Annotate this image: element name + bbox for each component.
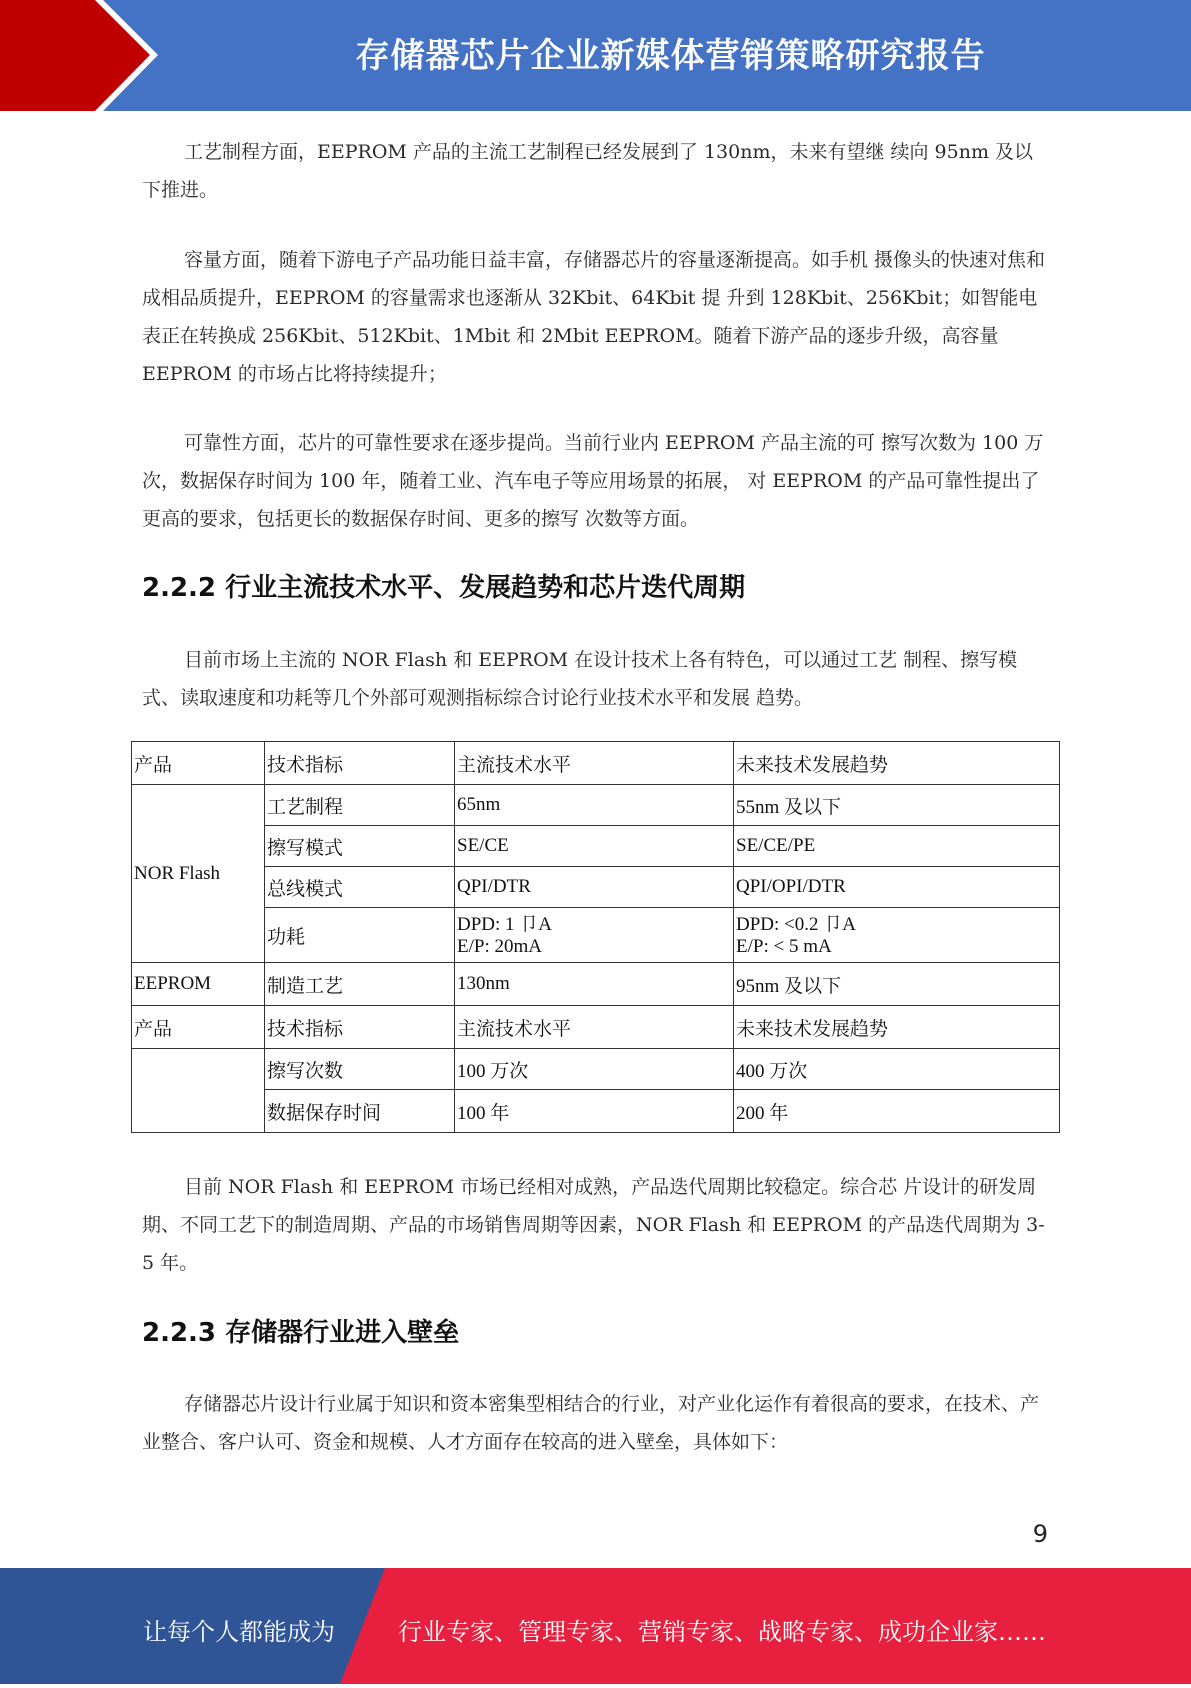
table-cell: 功耗 bbox=[265, 908, 455, 963]
power-line: E/P: < 5 mA bbox=[736, 936, 832, 957]
table-header-cell: 主流技术水平 bbox=[455, 742, 734, 785]
paragraph-capacity: 容量方面，随着下游电子产品功能日益丰富，存储器芯片的容量逐渐提高。如手机 摄像头的快速对焦和成相品质提升，EEPROM 的容量需求也逐渐从 32Kbit、64Kbit 提 升到 128Kbit、256Kbit；如智能电表正在转换成 256Kbit、512Kbit、1Mbit 和 2Mbit EEPROM。随着下游产品的逐步升级，高容量 EEPROM 的市场占比将持续提升； bbox=[142, 249, 1046, 385]
table-cell: 擦写模式 bbox=[265, 826, 455, 867]
table-cell: 100 年 bbox=[455, 1090, 734, 1133]
table-row-power bbox=[132, 908, 1060, 963]
table-cell-power-future bbox=[734, 908, 1060, 963]
table-row bbox=[132, 1090, 1060, 1133]
footer-slogan-right: 行业专家、管理专家、营销专家、战略专家、成功企业家…… bbox=[398, 1618, 1046, 1646]
paragraph-entry-barriers: 存储器芯片设计行业属于知识和资本密集型相结合的行业，对产业化运作有着很高的要求，在技术、产业整合、客户认可、资金和规模、人才方面存在较高的进入壁垒，具体如下： bbox=[142, 1393, 1040, 1453]
table-header-cell: 技术指标 bbox=[265, 742, 455, 785]
power-line: DPD: 1 卩A bbox=[457, 914, 553, 935]
table-cell: 55nm 及以下 bbox=[734, 785, 1060, 826]
table-cell: 130nm bbox=[455, 963, 734, 1006]
table-row bbox=[132, 826, 1060, 867]
table-header-cell: 未来技术发展趋势 bbox=[734, 742, 1060, 785]
table-row bbox=[132, 1049, 1060, 1090]
product-cell-nor-flash: NOR Flash bbox=[132, 785, 265, 963]
table-header-row bbox=[132, 742, 1060, 785]
table-cell: 制造工艺 bbox=[265, 963, 455, 1006]
table-row bbox=[132, 867, 1060, 908]
paragraph-process: 工艺制程方面，EEPROM 产品的主流工艺制程已经发展到了 130nm，未来有望继 续向 95nm 及以下推进。 bbox=[142, 141, 1034, 201]
section-heading-222: 2.2.2 行业主流技术水平、发展趋势和芯片迭代周期 bbox=[142, 573, 746, 603]
table-header-cell: 产品 bbox=[132, 742, 265, 785]
footer-slogan-left: 让每个人都能成为 bbox=[143, 1618, 335, 1646]
table-cell: 65nm bbox=[455, 785, 734, 826]
table-cell-empty bbox=[132, 1049, 265, 1133]
power-line: E/P: 20mA bbox=[457, 936, 542, 957]
table-cell: 95nm 及以下 bbox=[734, 963, 1060, 1006]
table-cell: 工艺制程 bbox=[265, 785, 455, 826]
page-number: 9 bbox=[1032, 1520, 1048, 1548]
page-header bbox=[0, 0, 1191, 111]
table-cell: 产品 bbox=[132, 1006, 265, 1049]
table-cell: 擦写次数 bbox=[265, 1049, 455, 1090]
table-cell: 主流技术水平 bbox=[455, 1006, 734, 1049]
table-cell: QPI/DTR bbox=[455, 867, 734, 908]
paragraph-reliability: 可靠性方面，芯片的可靠性要求在逐步提尚。当前行业内 EEPROM 产品主流的可 擦写次数为 100 万次，数据保存时间为 100 年，随着工业、汽车电子等应用场景的拓展， 对 EEPROM 的产品可靠性提出了更高的要求，包括更长的数据保存时间、更多的擦写 次数等方面。 bbox=[142, 432, 1044, 530]
table-row bbox=[132, 963, 1060, 1006]
table-cell: 200 年 bbox=[734, 1090, 1060, 1133]
power-line: DPD: <0.2 卩A bbox=[736, 914, 856, 935]
table-cell: 数据保存时间 bbox=[265, 1090, 455, 1133]
product-cell-eeprom: EEPROM bbox=[132, 963, 265, 1006]
paragraph-tech-intro: 目前市场上主流的 NOR Flash 和 EEPROM 在设计技术上各有特色，可以通过工艺 制程、擦写模式、读取速度和功耗等几个外部可观测指标综合讨论行业技术水平和发展 趋势。 bbox=[142, 649, 1018, 709]
table-cell: 400 万次 bbox=[734, 1049, 1060, 1090]
table-cell: QPI/OPI/DTR bbox=[734, 867, 1060, 908]
section-heading-223: 2.2.3 存储器行业进入壁垒 bbox=[142, 1318, 460, 1348]
table-cell: 未来技术发展趋势 bbox=[734, 1006, 1060, 1049]
table-row bbox=[132, 785, 1060, 826]
table-cell: SE/CE bbox=[455, 826, 734, 867]
tech-level-table bbox=[131, 741, 1060, 1133]
table-cell: 技术指标 bbox=[265, 1006, 455, 1049]
paragraph-iteration-cycle: 目前 NOR Flash 和 EEPROM 市场已经相对成熟，产品迭代周期比较稳定。综合芯 片设计的研发周期、不同工艺下的制造周期、产品的市场销售周期等因素，NOR Flash 和 EEPROM 的产品迭代周期为 3-5 年。 bbox=[142, 1176, 1045, 1274]
table-cell: 总线模式 bbox=[265, 867, 455, 908]
table-repeat-header-row bbox=[132, 1006, 1060, 1049]
table-cell: 100 万次 bbox=[455, 1049, 734, 1090]
table-cell-power-main bbox=[455, 908, 734, 963]
report-title: 存储器芯片企业新媒体营销策略研究报告 bbox=[355, 36, 986, 76]
table-cell: SE/CE/PE bbox=[734, 826, 1060, 867]
